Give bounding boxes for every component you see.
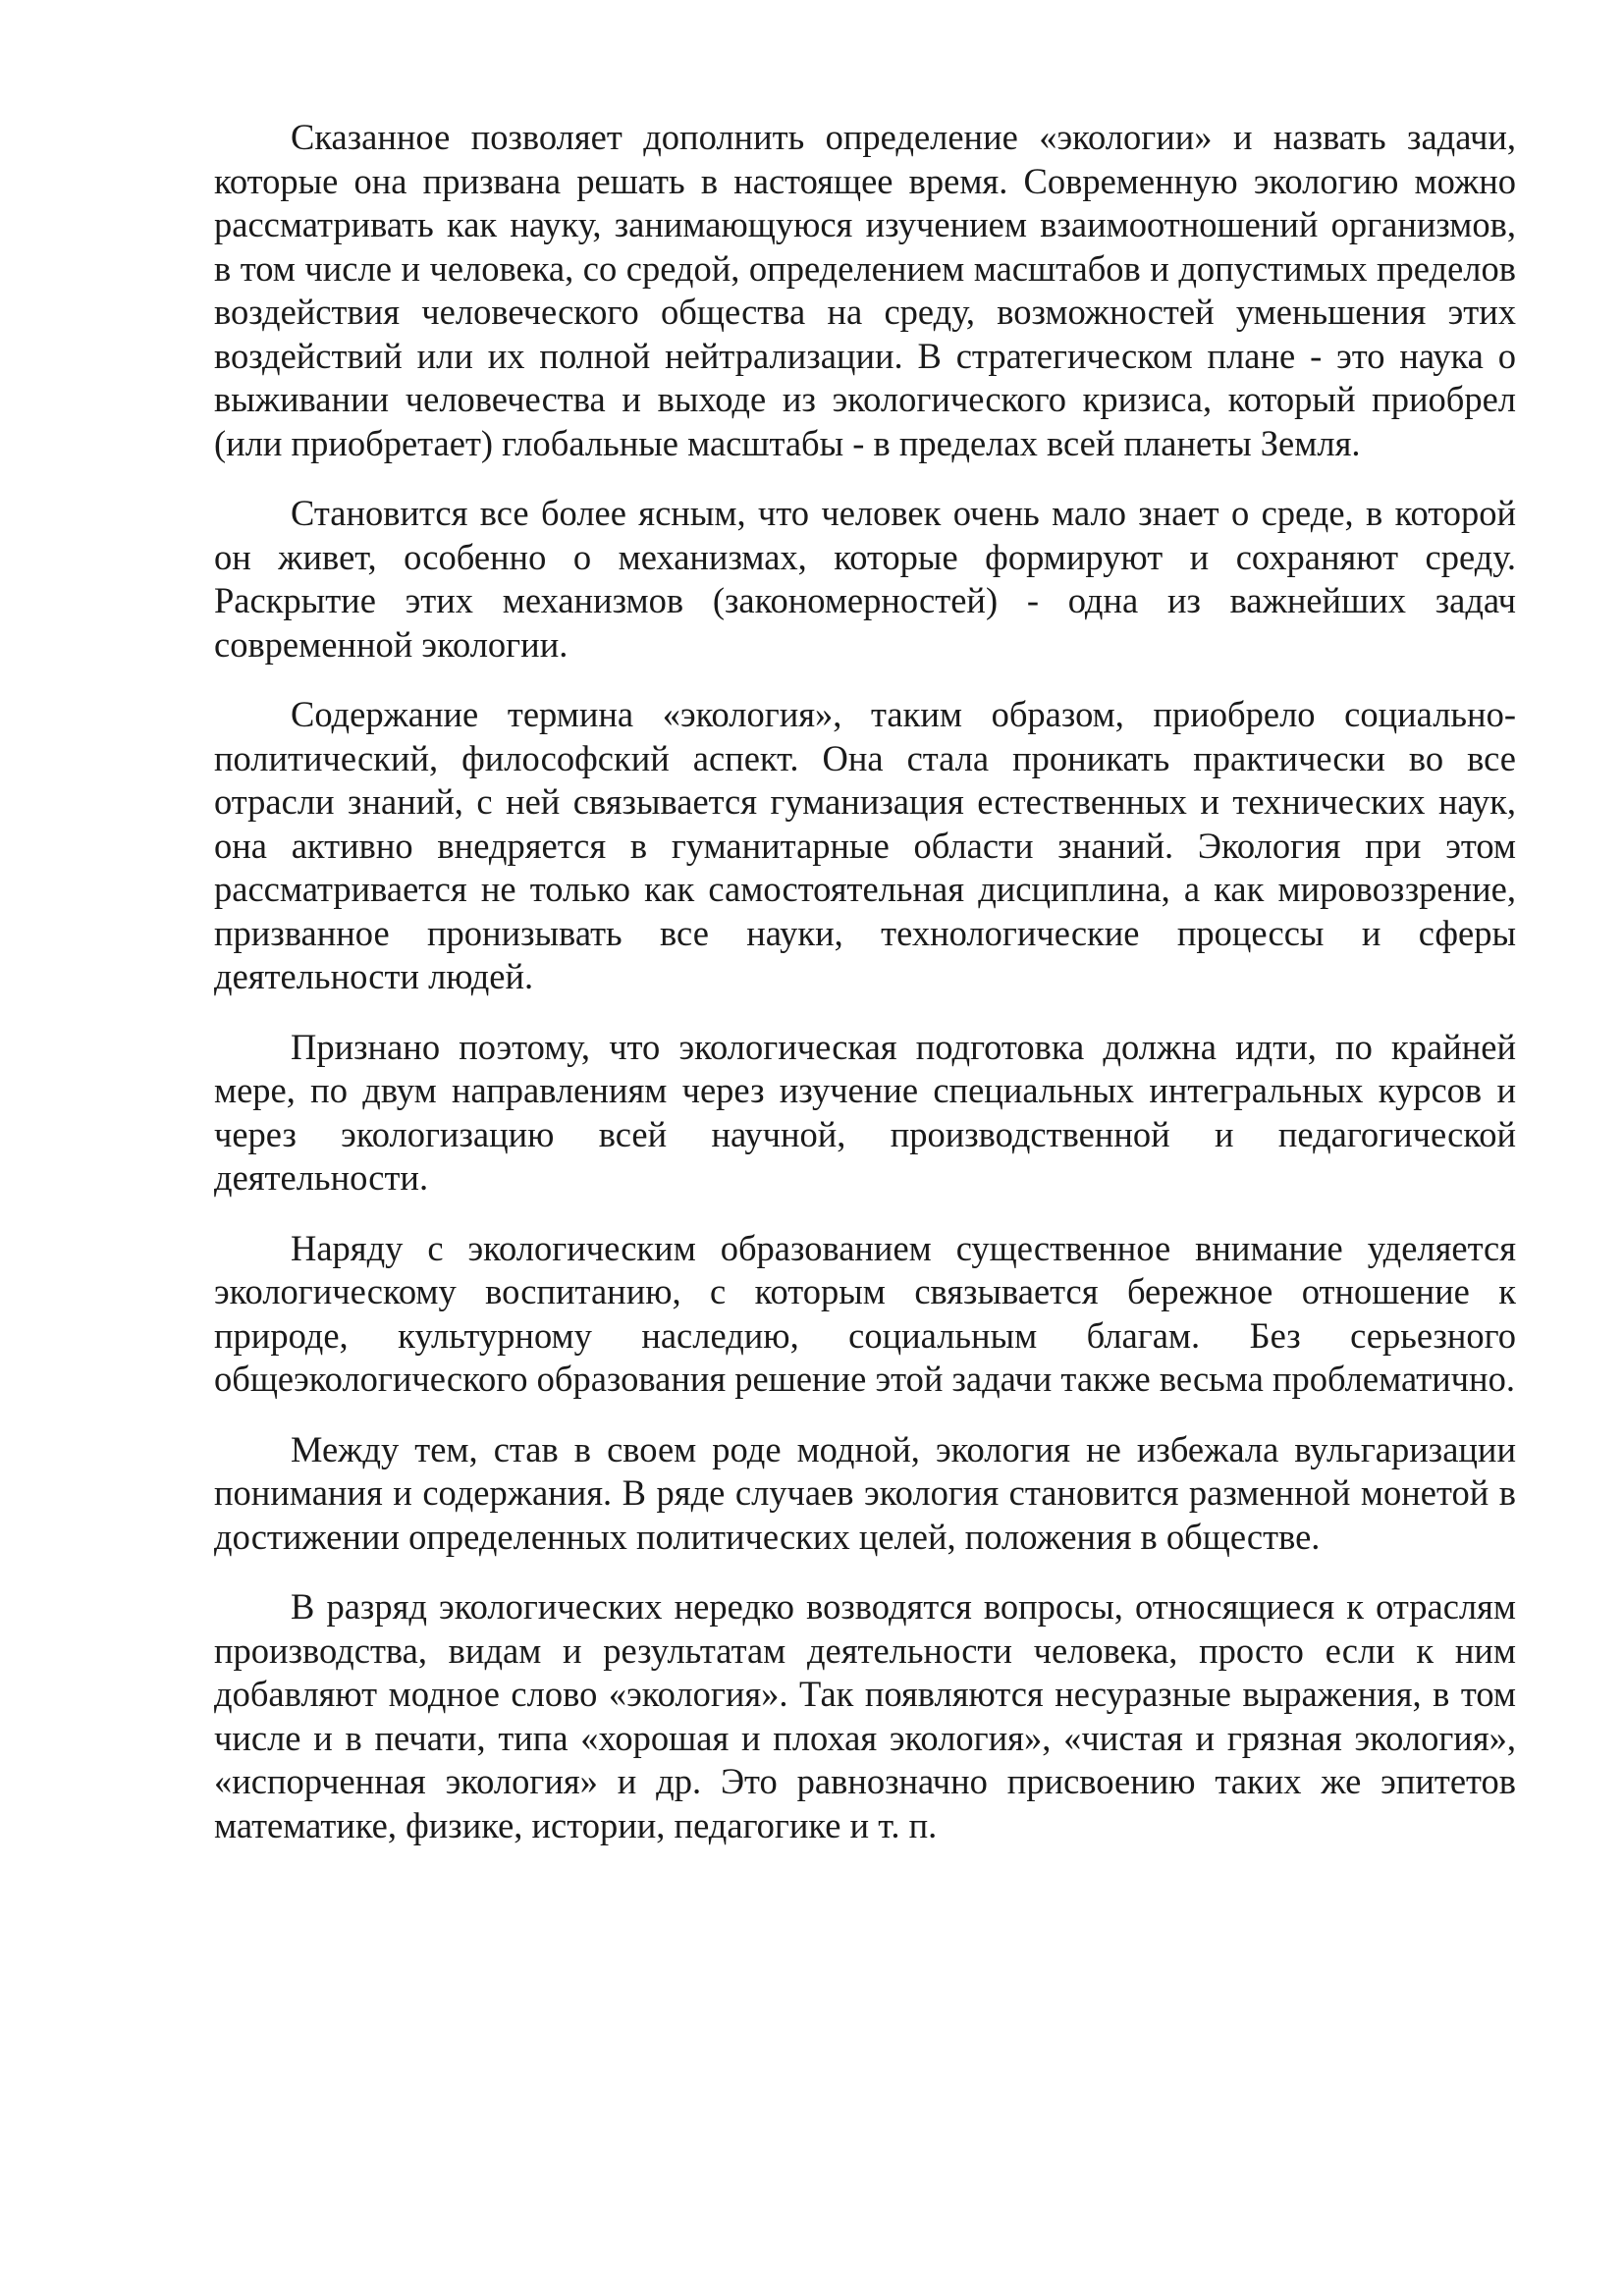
- paragraph: Сказанное позволяет дополнить определение «экологии» и назвать задачи, которые она призвана решать в настоящее время. Современную экологию можно рассматривать как науку, занимающуюся изучением взаимоотношений организмов, в том числе и человека, со средой, определением масштабов и допустимых пределов воздействия человеческого общества на среду, возможностей уменьшения этих воздействий или их полной нейтрализации. В стратегическом плане - это наука о выживании человечества и выходе из экологического кризиса, который приобрел (или приобретает) глобальные масштабы - в пределах всей планеты Земля.: [214, 117, 1516, 463]
- paragraph: Между тем, став в своем роде модной, экология не избежала вульгаризации понимания и содержания. В ряде случаев экология становится разменной монетой в достижении определенных политических целей, положения в обществе.: [214, 1428, 1516, 1557]
- paragraph: Становится все более ясным, что человек очень мало знает о среде, в которой он живет, особенно о механизмах, которые формируют и сохраняют среду. Раскрытие этих механизмов (закономерностей) - одна из важнейших задач современной экологии.: [214, 493, 1516, 665]
- paragraph: Содержание термина «экология», таким образом, приобрело социально-политический, философский аспект. Она стала проникать практически во все отрасли знаний, с ней связывается гуманизация естественных и технических наук, она активно внедряется в гуманитарные области знаний. Экология при этом рассматривается не только как самостоятельная дисциплина, а как мировоззрение, призванное пронизывать все науки, технологические процессы и сферы деятельности людей.: [214, 694, 1516, 996]
- body-text: [214, 116, 1516, 1874]
- paragraph: В разряд экологических нередко возводятся вопросы, относящиеся к отраслям производства, видам и результатам деятельности человека, просто если к ним добавляют модное слово «экология». Так появляются несуразные выражения, в том числе и в печати, типа «хорошая и плохая экология», «чистая и грязная экология», «испорченная экология» и др. Это равнозначно присвоению таких же эпитетов математике, физике, истории, педагогике и т. п.: [214, 1586, 1516, 1845]
- paragraph: Признано поэтому, что экологическая подготовка должна идти, по крайней мере, по двум направлениям через изучение специальных интегральных курсов и через экологизацию всей научной, производственной и педагогической деятельности.: [214, 1026, 1516, 1198]
- paragraph: Наряду с экологическим образованием существенное внимание уделяется экологическому воспитанию, с которым связывается бережное отношение к природе, культурному наследию, социальным благам. Без серьезного общеэкологического образования решение этой задачи также весьма проблематично.: [214, 1227, 1516, 1399]
